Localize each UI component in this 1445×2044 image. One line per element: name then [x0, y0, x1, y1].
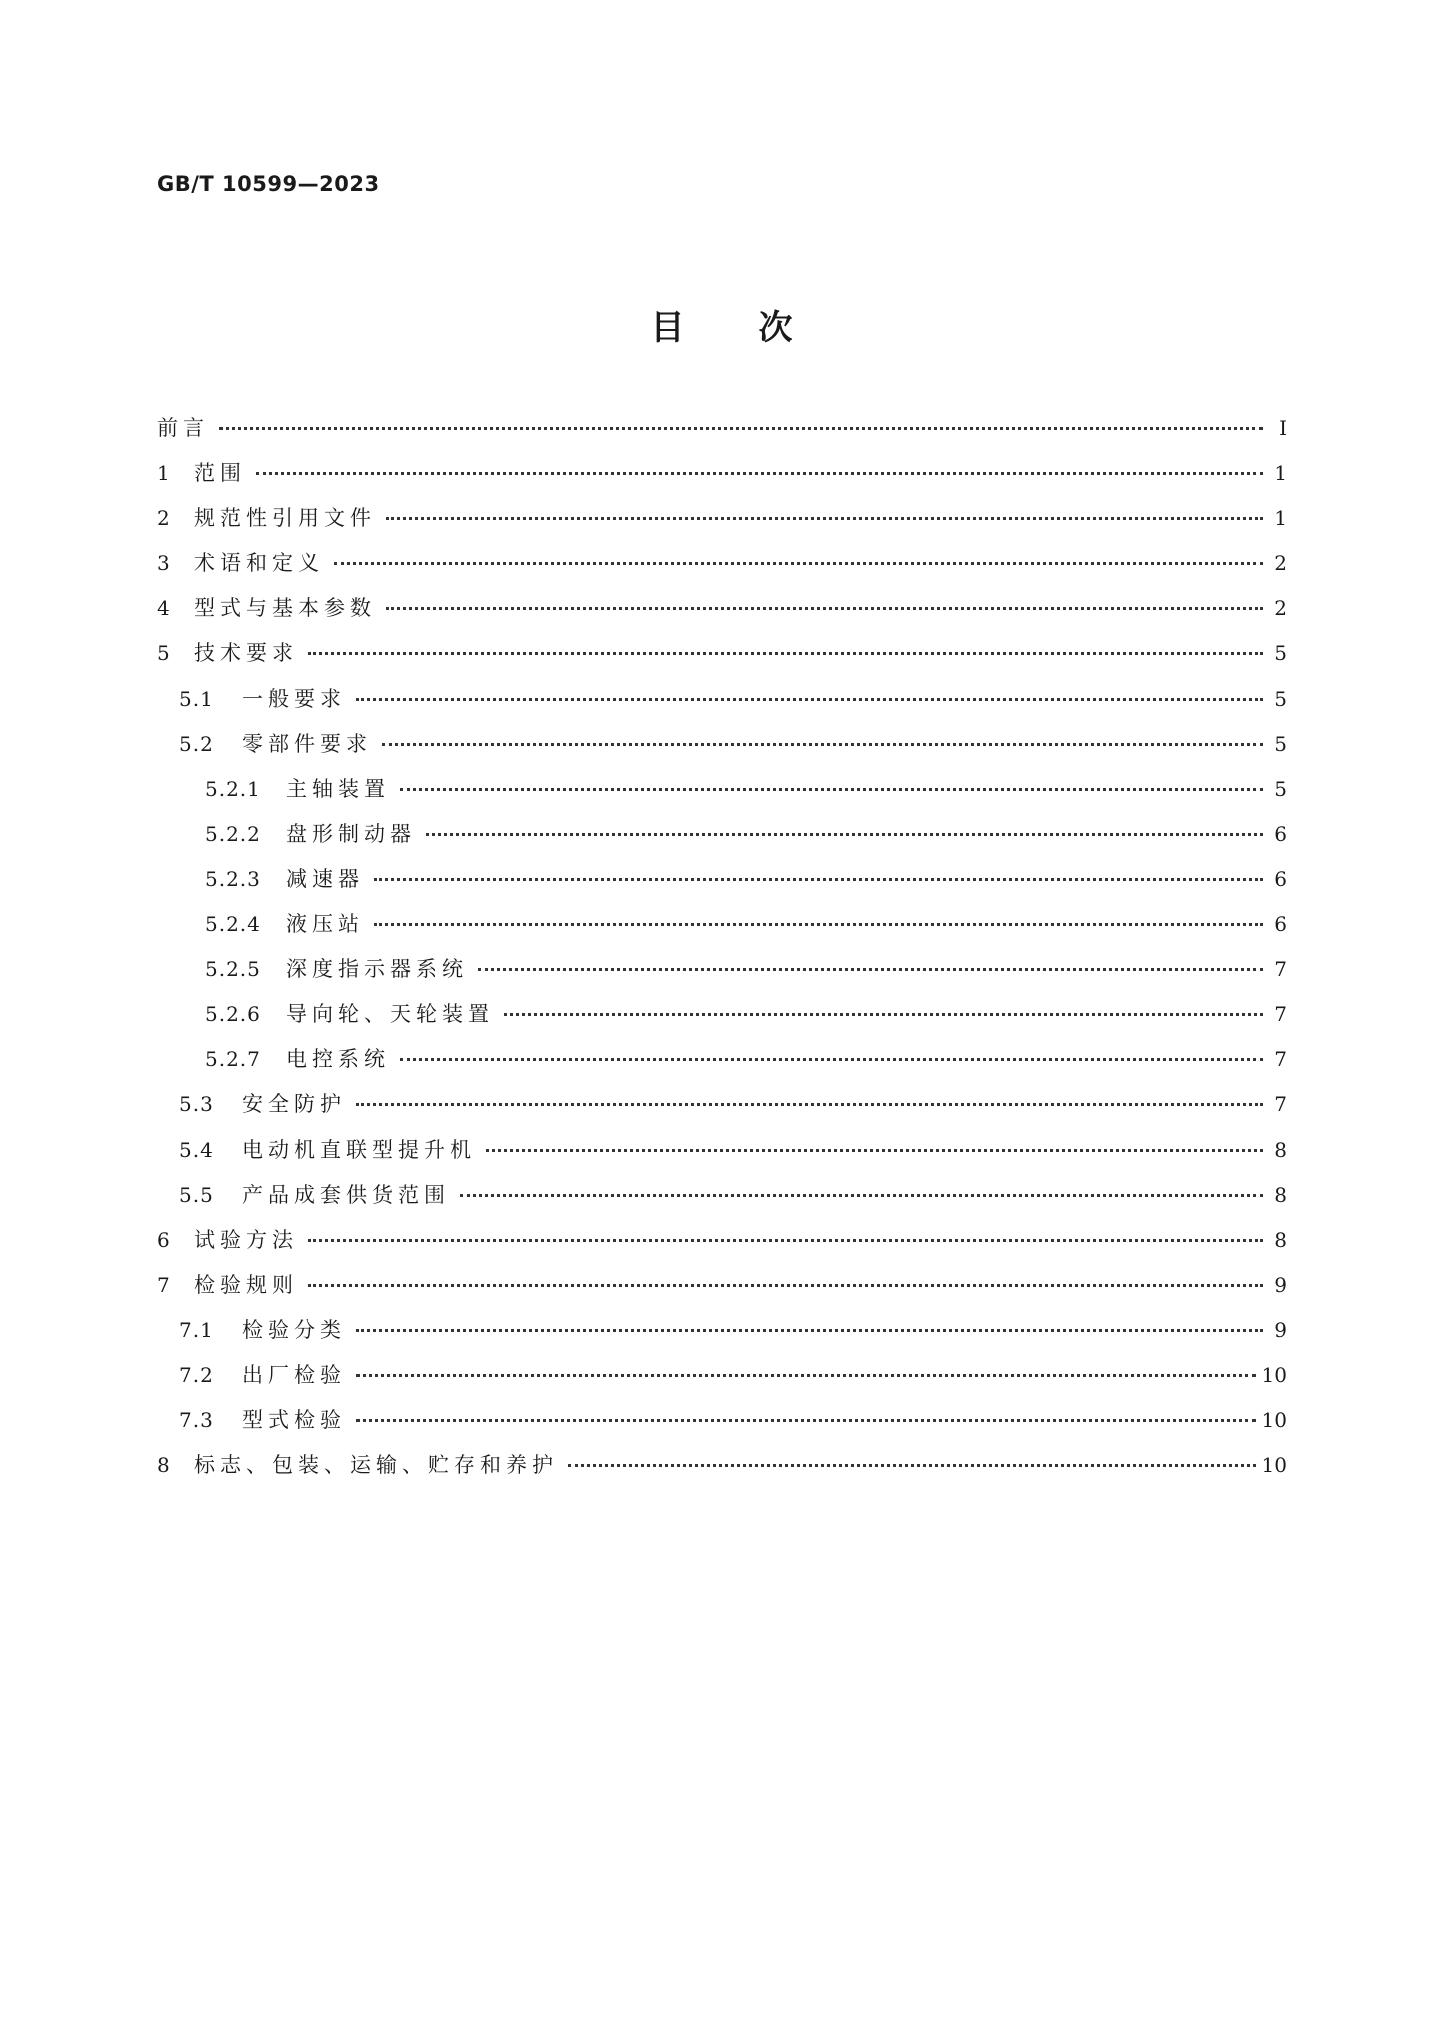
toc-entry[interactable] — [157, 1088, 1287, 1133]
dot-leader — [568, 1464, 1256, 1467]
toc-entry-page: 5 — [1274, 776, 1287, 801]
toc-entry[interactable] — [157, 818, 1287, 863]
toc-entry-label: 型式与基本参数 — [194, 596, 376, 621]
toc-entry-number: 5.5 — [179, 1182, 214, 1207]
toc-entry[interactable] — [157, 1449, 1287, 1494]
toc-entry[interactable] — [157, 1224, 1287, 1269]
toc-entry-number: 5.2.2 — [205, 821, 261, 846]
toc-entry[interactable] — [157, 1043, 1287, 1088]
toc-entry-number: 5.3 — [179, 1092, 214, 1117]
toc-entry-number: 1 — [157, 461, 171, 486]
toc-entry[interactable] — [157, 1314, 1287, 1359]
toc-entry-page: 7 — [1274, 1092, 1287, 1117]
dot-leader — [478, 968, 1263, 971]
toc-entry-label: 安全防护 — [242, 1092, 346, 1117]
toc-entry-number: 5.2.7 — [205, 1047, 261, 1072]
toc-entry-number: 7 — [157, 1272, 171, 1297]
toc-entry[interactable] — [157, 1179, 1287, 1224]
toc-entry[interactable] — [157, 592, 1287, 637]
toc-entry-number: 7.1 — [179, 1317, 214, 1342]
toc-entry-label: 主轴装置 — [286, 776, 390, 801]
toc-entry[interactable] — [157, 773, 1287, 818]
toc-entry-label: 试验方法 — [194, 1227, 298, 1252]
toc-entry-page: 9 — [1274, 1272, 1287, 1297]
toc-entry-page: 9 — [1274, 1317, 1287, 1342]
toc-entry-label: 产品成套供货范围 — [242, 1182, 450, 1207]
toc-entry-label: 型式检验 — [242, 1408, 346, 1433]
dot-leader — [308, 1284, 1263, 1287]
toc-title — [0, 300, 1445, 349]
dot-leader — [400, 788, 1263, 791]
toc-entry-page: 5 — [1274, 731, 1287, 756]
standard-code: GB/T 10599—2023 — [157, 172, 380, 196]
toc-entry[interactable] — [157, 637, 1287, 682]
toc-entry-label: 一般要求 — [242, 686, 346, 711]
toc-entry-label: 检验规则 — [194, 1272, 298, 1297]
toc-entry-number: 7.2 — [179, 1362, 214, 1387]
toc-entry-number: 3 — [157, 551, 171, 576]
dot-leader — [460, 1194, 1263, 1197]
toc-entry-number: 8 — [157, 1453, 171, 1478]
toc-entry-page: 7 — [1274, 1047, 1287, 1072]
dot-leader — [386, 607, 1263, 610]
toc-entry-label: 术语和定义 — [194, 551, 324, 576]
toc-entry[interactable] — [157, 1404, 1287, 1449]
toc-entry[interactable] — [157, 1359, 1287, 1404]
toc-entry-label: 技术要求 — [194, 641, 298, 666]
toc-entry-page: 7 — [1274, 957, 1287, 982]
toc-title-char-1: 目 — [650, 308, 687, 348]
dot-leader — [486, 1149, 1263, 1152]
toc-entry-page: 8 — [1274, 1182, 1287, 1207]
toc-entry[interactable] — [157, 502, 1287, 547]
toc-entry-label: 规范性引用文件 — [194, 506, 376, 531]
toc-entry-number: 2 — [157, 506, 171, 531]
toc-entry-page: 5 — [1274, 686, 1287, 711]
toc-entry-label: 电控系统 — [286, 1047, 390, 1072]
dot-leader — [256, 472, 1263, 475]
toc-entry-label: 盘形制动器 — [286, 821, 416, 846]
dot-leader — [219, 427, 1263, 430]
toc-entry[interactable] — [157, 1134, 1287, 1179]
toc-entry-label: 零部件要求 — [242, 731, 372, 756]
toc-entry-label: 电动机直联型提升机 — [242, 1137, 476, 1162]
toc-entry[interactable] — [157, 457, 1287, 502]
toc-entry-label: 出厂检验 — [242, 1362, 346, 1387]
toc-entry-number: 5.1 — [179, 686, 214, 711]
toc-entry-number: 5.2 — [179, 731, 214, 756]
dot-leader — [504, 1013, 1263, 1016]
toc-entry-page: 6 — [1274, 866, 1287, 891]
toc-entry-number: 6 — [157, 1227, 171, 1252]
toc-entry[interactable] — [157, 728, 1287, 773]
toc-entry-page: 8 — [1274, 1137, 1287, 1162]
dot-leader — [308, 1239, 1263, 1242]
dot-leader — [374, 923, 1263, 926]
toc-entry[interactable] — [157, 1269, 1287, 1314]
toc-entry-page: 2 — [1274, 596, 1287, 621]
toc-entry-page: 10 — [1261, 1453, 1287, 1478]
toc-entry[interactable] — [157, 412, 1287, 457]
dot-leader — [426, 833, 1263, 836]
toc-entry-number: 5.2.5 — [205, 957, 261, 982]
toc-entry-label: 减速器 — [286, 866, 364, 891]
toc-entry-page: 2 — [1274, 551, 1287, 576]
toc-entry-number: 5.2.6 — [205, 1002, 261, 1027]
toc-entry[interactable] — [157, 998, 1287, 1043]
dot-leader — [382, 743, 1263, 746]
toc-entry[interactable] — [157, 863, 1287, 908]
toc-entry-page: 7 — [1274, 1002, 1287, 1027]
toc-entry-number: 5 — [157, 641, 171, 666]
toc-entry-page: 6 — [1274, 821, 1287, 846]
toc-entry[interactable] — [157, 908, 1287, 953]
toc-entry-label: 深度指示器系统 — [286, 957, 468, 982]
toc-entry-number: 5.2.3 — [205, 866, 261, 891]
toc-title-char-2: 次 — [758, 308, 795, 348]
dot-leader — [386, 517, 1263, 520]
toc-entry[interactable] — [157, 683, 1287, 728]
toc-entry-page: 10 — [1261, 1362, 1287, 1387]
dot-leader — [356, 1419, 1256, 1422]
toc-entry[interactable] — [157, 953, 1287, 998]
toc-entry-label: 液压站 — [286, 912, 364, 937]
dot-leader — [334, 562, 1263, 565]
toc-entry-page: 10 — [1261, 1408, 1287, 1433]
toc-entry-page: 1 — [1274, 506, 1287, 531]
toc-entry-label: 标志、包装、运输、贮存和养护 — [194, 1453, 558, 1478]
toc-entry-page: 1 — [1274, 461, 1287, 486]
toc-entry-label: 范围 — [194, 461, 246, 486]
dot-leader — [374, 878, 1263, 881]
toc-entry[interactable] — [157, 547, 1287, 592]
toc-entry-page: 8 — [1274, 1227, 1287, 1252]
toc-entry-number: 5.2.1 — [205, 776, 261, 801]
dot-leader — [356, 698, 1263, 701]
dot-leader — [308, 652, 1263, 655]
dot-leader — [356, 1329, 1263, 1332]
toc-list — [157, 412, 1287, 1494]
toc-entry-label: 前言 — [157, 416, 209, 440]
toc-entry-page: 6 — [1274, 912, 1287, 937]
toc-entry-page: 5 — [1274, 641, 1287, 666]
toc-entry-label: 导向轮、天轮装置 — [286, 1002, 494, 1027]
dot-leader — [356, 1374, 1256, 1377]
toc-entry-page: Ⅰ — [1279, 416, 1287, 440]
dot-leader — [400, 1058, 1263, 1061]
toc-entry-number: 7.3 — [179, 1408, 214, 1433]
toc-entry-number: 4 — [157, 596, 171, 621]
toc-entry-number: 5.4 — [179, 1137, 214, 1162]
dot-leader — [356, 1103, 1263, 1106]
toc-entry-number: 5.2.4 — [205, 912, 261, 937]
toc-entry-label: 检验分类 — [242, 1317, 346, 1342]
